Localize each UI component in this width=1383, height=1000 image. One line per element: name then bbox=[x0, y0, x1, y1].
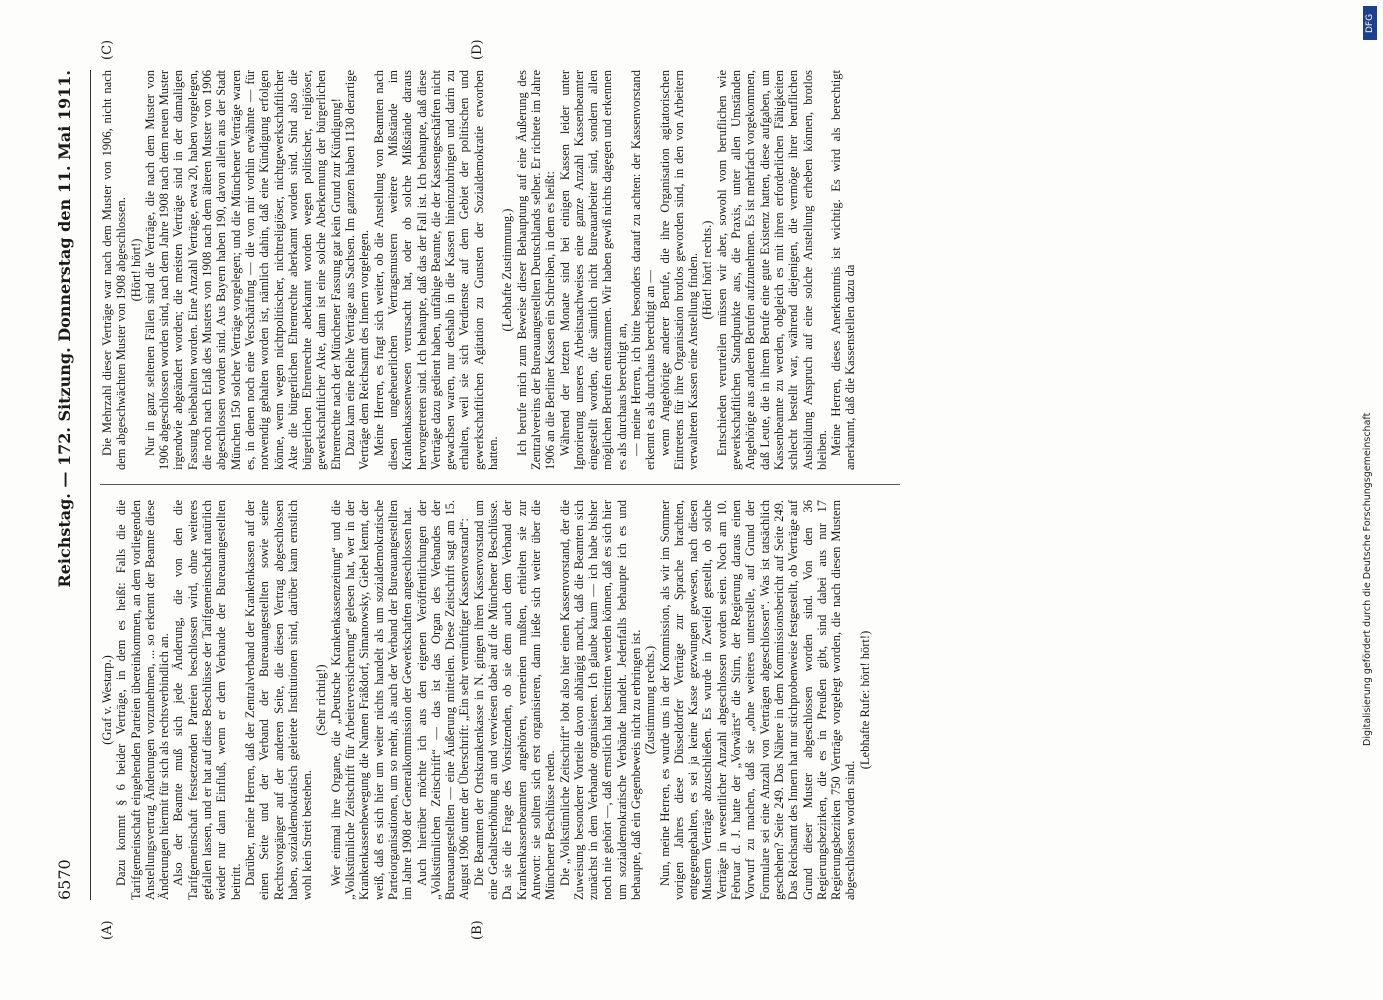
interjection: (Hört! hört! rechts.) bbox=[700, 220, 715, 320]
page-header bbox=[55, 70, 85, 900]
interjection: (Lebhafte Zustimmung.) bbox=[500, 208, 515, 332]
interjection: (Lebhafte Rufe: hört! hört!) bbox=[857, 630, 872, 770]
paragraph: wenn Angehörige anderer Berufe, die ihre Organisation agitatorischen Eintretens für ihre Organisation brotlos geworden sind, in den von Arbeitern verwalteten Kassen eine Anstellung finden. bbox=[657, 70, 701, 470]
paragraph: Die „Volkstümliche Zeitschrift“ lobt also hier einen Kassenvorstand, der die Zuweisung besonderer Vorteile davon abhängig macht, daß die Beamten sich zunächst in dem Verbande organisieren. Ich glaube kaum — ich habe bisher noch nie gehört —, daß ernstlich hat bestritten werden können, daß es sich hier um sozialdemokratische Verbände handelt. Jedenfalls behaupte ich es und behaupte, daß ein Gegenbeweis nicht zu erbringen ist. bbox=[557, 500, 643, 900]
paragraph: — meine Herren, ich bitte besonders darauf zu achten: der Kassenvorstand erkennt es als durchaus berechtigt an — bbox=[628, 70, 658, 470]
speaker-label: (Graf v. Westarp.) bbox=[100, 655, 114, 745]
margin-mark-b: (B) bbox=[470, 920, 485, 940]
paragraph: Auch hierüber möchte ich aus den eigenen Veröffentlichungen der „Volkstümlichen Zeitschrift“ — das ist das Organ des Verbandes der Bureauangestellten — eine Äußerung mitteilen. Diese Zeitschrift sagt am 15. August 1906 unter der Überschrift: „Ein sehr vernünftiger Kassenvorstand“: bbox=[414, 500, 472, 900]
paragraph: Ich berufe mich zum Beweise dieser Behauptung auf eine Äußerung des Zentralvereins der Bureauangestellten Deutschlands selber. Er richtete im Jahre 1906 an die Berliner Kassen ein Schreiben, in dem es heißt: bbox=[514, 70, 558, 470]
paragraph: Darüber, meine Herren, daß der Zentralverband der Krankenkassen auf der einen Seite und der Verband der Bureauangestellten sowie seine Rechtsvorgänger auf der anderen Seite, die diesen Vertrag abgeschlossen haben, sozialdemokratisch geleitete Institutionen sind, darüber kann ernstlich wohl kein Streit bestehen. bbox=[242, 500, 315, 900]
header-rule bbox=[90, 70, 91, 900]
left-column bbox=[100, 500, 872, 900]
paragraph: Die Beamten der Ortskrankenkasse in N. gingen ihren Kassenvorstand um eine Gehaltserhöhung an und verwiesen dabei auf die Münchener Beschlüsse. Da sie die Frage des Vorsitzenden, ob sie dem auch dem Verband der Krankenkassenbeamten angehören, verneinen mußten, erhielten sie zur Antwort: sie sollten sich erst organisieren, dann ließe sich weiter über die Münchener Beschlüsse reden. bbox=[471, 500, 558, 900]
paragraph: Nun, meine Herren, es wurde uns in der Kommission, als wir im Sommer vorigen Jahres diese Düsseldorfer Verträge zur Sprache brachten, entgegengehalten, es sei ja keine Kasse gezwungen gewesen, nach diesen Mustern Verträge abzuschließen. Es wurde in Zweifel gestellt, ob solche Verträge in wesentlicher Anzahl abgeschlossen worden seien. Noch am 10. Februar d. J. hatte der „Vorwärts“ die Stirn, der Regierung daraus einen Vorwurf zu machen, daß sie „ohne weiteres unterstelle, auf Grund der Formulare sei eine Anzahl von Verträgen abgeschlossen“. Was ist tatsächlich geschehen? Seite 249. Das Nähere in dem Kommissionsbericht auf Seite 249. Das Reichsamt des Innern hat nur stichprobenweise festgestellt, ob Verträge auf Grund dieser Muster abgeschlossen worden sind. Von den 36 Regierungsbezirken, die es in Preußen gibt, sind dabei aus nur 17 Regierungsbezirken 750 Verträge vorgelegt worden, die nach diesen Mustern abgeschlossen worden sind. bbox=[657, 500, 858, 900]
right-column bbox=[100, 70, 858, 470]
paragraph: Meine Herren, es fragt sich weiter, ob die Anstellung von Beamten nach diesen ungeheuerlichen Vertragsmustern weitere Mißstände im Krankenkassenwesen verursacht hat, oder ob solche Mißstände daraus hervorgetreten sind. Ich behaupte, daß das der Fall ist. Ich behaupte, daß diese Verträge dazu gedient haben, unfähige Beamte, die der Kassengeschäften nicht gewachsen waren, nur deshalb in die Kassen hineinzubringen und darin zu erhalten, weil sie sich Verdienste auf dem Gebiet der politischen und gewerkschaftlichen Agitation zu Gunsten der Sozialdemokratie erworben hatten. bbox=[371, 70, 501, 470]
dfg-logo: DFG bbox=[1363, 6, 1377, 40]
paragraph: Nur in ganz seltenen Fällen sind die Verträge, die nach dem Muster von 1906 abgeschlossen worden sind, nach dem Jahre 1908 nach dem neuen Muster irgendwie abgeändert worden; die meisten Verträge sind in der damaligen Fassung beibehalten worden. Eine Anzahl Verträge, etwa 20, haben vorgelegen, die noch nach Erlaß des Musters von 1908 nach dem älteren Muster von 1906 abgeschlossen worden sind. Aus Bayern haben 190, davon allein aus der Stadt München 150 solcher Verträge vorgelegen; und die Münchener Verträge waren es, in denen noch eine Verschärfung — die von mir vorhin erwähnte — für notwendig gehalten worden ist, nämlich dahin, daß eine Kündigung erfolgen könne, wenn wegen nichtpolitischer, nichtreligiöser, nichtgewerkschaftlicher Akte die bürgerlichen Ehrenrechte aberkannt worden sind. Sind also die bürgerlichen Ehrenrechte aberkannt worden wegen politischer, religiöser, gewerkschaftlicher Akte, dann ist eine solche Aberkennung der bürgerlichen Ehrenrechte nach der Münchener Fassung gar kein Grund zur Kündigung! bbox=[142, 70, 343, 470]
interjection: (Zustimmung rechts.) bbox=[643, 645, 658, 755]
column-divider bbox=[100, 484, 900, 485]
paragraph: Dazu kam eine Reihe Verträge aus Sachsen. Im ganzen haben 1130 derartige Verträge dem Reichsamt des Innern vorgelegen. bbox=[343, 70, 372, 470]
paragraph: Meine Herren, dieses Anerkenntnis ist wichtig. Es wird als berechtigt anerkannt, daß die Kassenstellen dazu da bbox=[829, 70, 858, 470]
paragraph: Also der Beamte muß sich jede Änderung, die von den die Tarifgemeinschaft festsetzenden Parteien beschlossen wird, ohne weiteres gefallen lassen, und er hat auf diese Beschlüsse der Tarifgemeinschaft natürlich wieder nur dann Einfluß, wenn er dem Verbande der Bureauangestellten beitritt. bbox=[171, 500, 243, 900]
paragraph: Dazu kommt § 6 beider Verträge, in dem es heißt: Falls die die Tarifgemeinschaft eingehenden Parteien übereinkommen, an dem vorliegenden Anstellungsvertrag Änderungen vorzunehmen, ... so erkennt der Beamte diese Änderungen hiermit für sich als rechtsverbindlich an. bbox=[114, 500, 172, 900]
page-number: 6570 bbox=[55, 859, 74, 900]
page-title: Reichstag. — 172. Sitzung. Donnerstag den 11. Mai 1911. bbox=[55, 70, 74, 588]
digitization-credit: Digitalisierung gefördert durch die Deutsche Forschungsgemeinschaft bbox=[1362, 412, 1373, 746]
margin-mark-c: (C) bbox=[100, 39, 115, 60]
interjection: (Sehr richtig!) bbox=[314, 664, 329, 736]
margin-mark-d: (D) bbox=[470, 39, 485, 60]
paragraph: Wer einmal ihre Organe, die „Deutsche Krankenkassenzeitung“ und die „Volkstümliche Zeitschrift für Arbeiterversicherung“ gelesen hat, wer in der Krankenkassenbewegung die Namen Fräßdorf, Simanowsky, Giebel kennt, der weiß, daß es sich hier um weiter nichts handelt als um sozialdemokratische Parteiorganisationen, um so mehr, als auch der Verband der Bureauangestellten im Jahre 1908 der Generalkommission der Gewerkschaften angeschlossen hat. bbox=[328, 500, 415, 900]
paragraph: Entschieden verurteilen müssen wir aber, sowohl vom beruflichen wie gewerkschaftlichen Standpunkte aus, die Praxis, unter allen Umständen Angehörige aus anderen Berufen aufzunehmen. Es ist mehrfach vorgekommen, daß Leute, die in ihrem Berufe eine gute Existenz hatten, diese aufgaben, um Kassenbeamte zu werden, obgleich es mit ihren erforderlichen Fähigkeiten schlecht bestellt war, während diejenigen, die vermöge ihrer beruflichen Ausbildung Anspruch auf eine solche Anstellung erheben können, brotlos bleiben. bbox=[714, 70, 829, 470]
paragraph: Während der letzten Monate sind bei einigen Kassen leider unter Ignorierung unseres Arbeitsnachweises eine ganze Anzahl Kassenbeamter eingestellt worden, die sämtlich nicht Bureauarbeiter sind, sondern allen möglichen Berufen entstammen. Wir haben gewiß nichts dagegen und erkennen es als durchaus berechtigt an, bbox=[557, 70, 629, 470]
interjection: (Hört! hört!) bbox=[128, 238, 143, 302]
margin-mark-a: (A) bbox=[100, 920, 115, 940]
paragraph: Die Mehrzahl dieser Verträge war nach dem Muster von 1906, nicht nach dem abgeschwächten Muster von 1908 abgeschlossen. bbox=[100, 70, 129, 470]
